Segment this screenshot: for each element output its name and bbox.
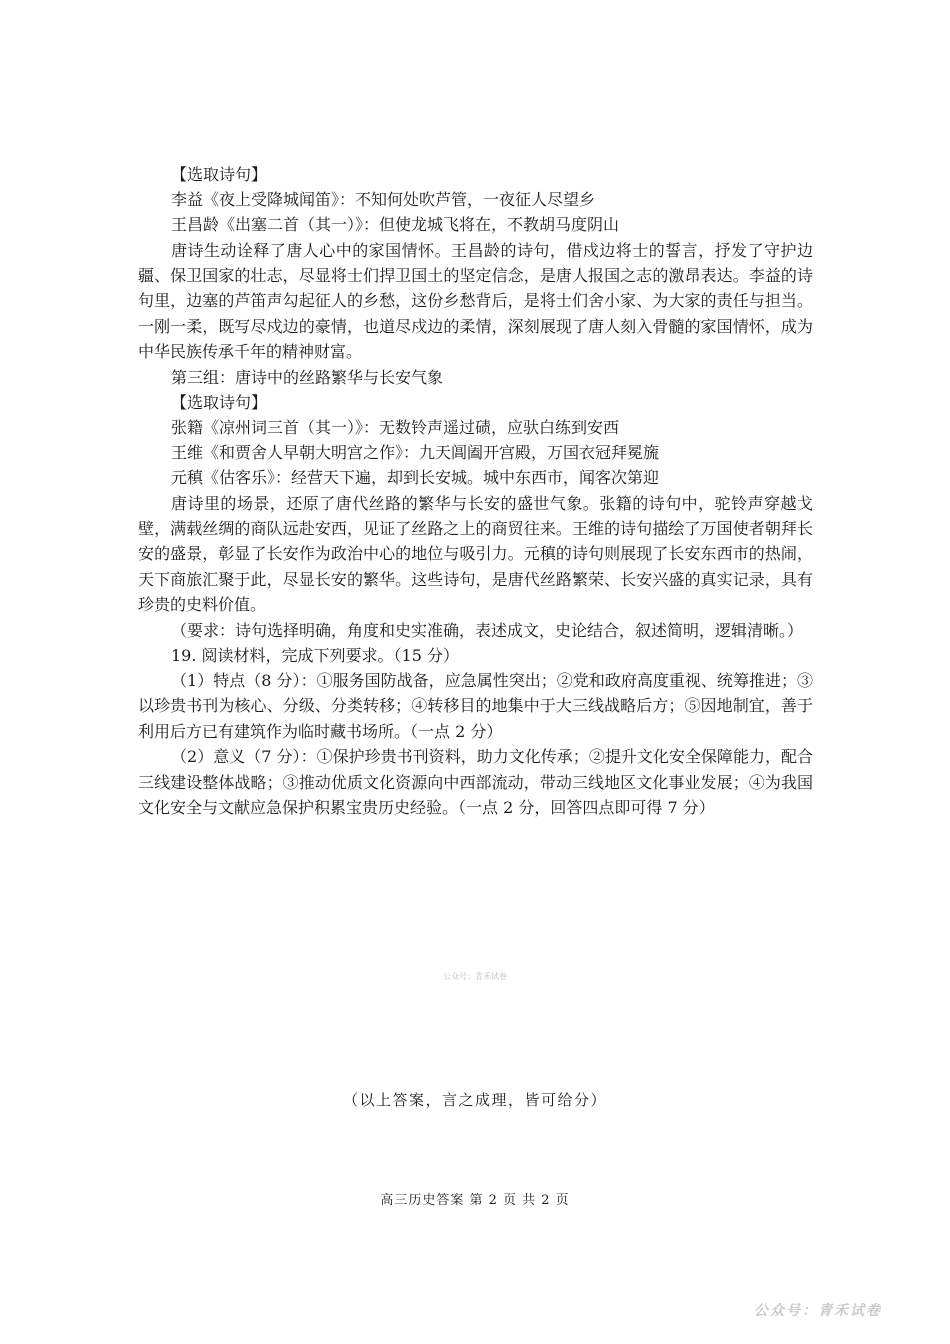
group3-poem-2: 王维《和贾舍人早朝大明宫之作》：九天阊阖开宫殿，万国衣冠拜冕旒 — [171, 443, 660, 463]
answer-content — [138, 162, 813, 820]
question-19-title: 19. 阅读材料，完成下列要求。（15 分） — [171, 645, 459, 665]
group2-poem-heading: 【选取诗句】 — [171, 165, 268, 184]
group3-analysis: 唐诗里的场景，还原了唐代丝路的繁华与长安的盛世气象。张籍的诗句中，驼铃声穿越戈壁，满载丝绸的商队远赴安西，见证了丝路之上的商贸往来。王维的诗句描绘了万国使者朝拜长安的盛景，彰显了长安作为政治中心的地位与吸引力。元稹的诗句则展现了长安东西市的热闹，天下商旅汇聚于此，尽显长安的繁华。这些诗句，是唐代丝路繁荣、长安兴盛的真实记录，具有珍贵的史料价值。 — [138, 493, 813, 615]
group3-poem-1: 张籍《凉州词三首（其一）》：无数铃声遥过碛，应驮白练到安西 — [171, 417, 620, 437]
group2-poem-2: 王昌龄《出塞二首（其一）》：但使龙城飞将在，不教胡马度阴山 — [171, 215, 620, 235]
page-footer: 高三历史答案 第 2 页 共 2 页 — [380, 1193, 570, 1208]
group2-poem-1: 李益《夜上受降城闻笛》：不知何处吹芦管，一夜征人尽望乡 — [171, 190, 596, 210]
question-19-part-2: （2）意义（7 分）：①保护珍贵书刊资料，助力文化传承；②提升文化安全保障能力，配合三线建设整体战略；③推动优质文化资源向中西部流动，带动三线地区文化事业发展；④为我国文化安全与文献应急保护积累宝贵历史经验。（一点 2 分，回答四点即可得 7 分） — [138, 747, 813, 817]
corner-watermark: 公众号：青禾试卷 — [754, 1303, 882, 1319]
watermark-text: 公众号：青禾试卷 — [443, 972, 507, 981]
group3-title: 第三组：唐诗中的丝路繁华与长安气象 — [171, 367, 444, 387]
group3-poem-3: 元稹《估客乐》：经营天下遍，却到长安城。城中东西市，闻客次第迎 — [171, 468, 660, 488]
question-19-part-1: （1）特点（8 分）：①服务国防战备，应急属性突出；②党和政府高度重视、统筹推进；③以珍贵书刊为核心、分级、分类转移；④转移目的地集中于大三线战略后方；⑤因地制宜，善于利用后方已有建筑作为临时藏书场所。（一点 2 分） — [138, 670, 813, 741]
group3-requirement: （要求：诗句选择明确，角度和史实准确，表述成文，史论结合，叙述简明，逻辑清晰。） — [171, 620, 804, 640]
grading-remark: （以上答案，言之成理，皆可给分） — [342, 1091, 607, 1109]
group3-poem-heading: 【选取诗句】 — [171, 392, 268, 412]
group2-analysis: 唐诗生动诠释了唐人心中的家国情怀。王昌龄的诗句，借戍边将士的誓言，抒发了守护边疆、保卫国家的壮志，尽显将士们捍卫国土的坚定信念，是唐人报国之志的激昂表达。李益的诗句里，边塞的芦笛声勾起征人的乡愁，这份乡愁背后，是将士们舍小家、为大家的责任与担当。一刚一柔，既写尽戍边的豪情，也道尽戍边的柔情，深刻展现了唐人刻入骨髓的家国情怀，成为中华民族传承千年的精神财富。 — [138, 240, 813, 362]
